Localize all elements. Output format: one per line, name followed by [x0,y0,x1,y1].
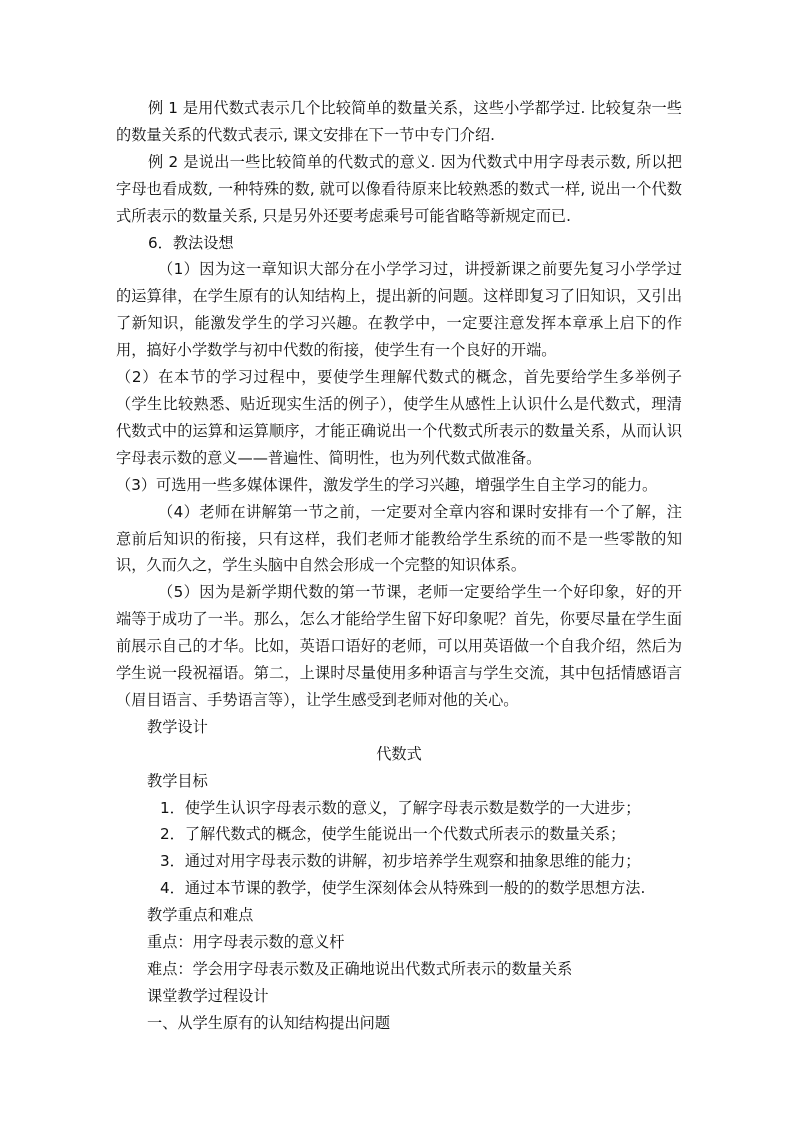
objective-item-2: 2．了解代数式的概念，使学生能说出一个代数式所表示的数量关系； [160,825,626,844]
heading-keypoints: 教学重点和难点 [147,906,254,925]
paragraph-example-1: 例 1 是用代数式表示几个比较简单的数量关系，这些小学都学过. 比较复杂一些的数量关系的代数式表示, 课文安排在下一节中专门介绍. [116,99,682,144]
paragraph-method-2: （2）在本节的学习过程中，要使学生理解代数式的概念，首先要给学生多举例子（学生比较熟悉、贴近现实生活的例子），使学生从感性上认识什么是代数式，理清代数式中的运算和运算顺序，才能正确说出一个代数式所表示的数量关系，从而认识字母表示数的意义——普遍性、简明性，也为列代数式做准备。 [116,368,682,467]
heading-objectives: 教学目标 [147,771,208,790]
keypoint-text: 重点：用字母表示数的意义杆 [147,933,345,952]
paragraph-method-4: （4）老师在讲解第一节之前，一定要对全章内容和课时安排有一个了解，注意前后知识的衔接，只有这样，我们老师才能教给学生系统的而不是一些零散的知识，久而久之，学生头脑中自然会形成一个完整的知识体系。 [116,502,682,575]
heading-teaching-method: 6．教法设想 [148,233,234,252]
objective-item-1: 1．使学生认识字母表示数的意义，了解字母表示数是数学的一大进步； [160,798,641,817]
paragraph-method-5: （5）因为是新学期代数的第一节课，老师一定要给学生一个好印象，好的开端等于成功了一半。那么，怎么才能给学生留下好印象呢？首先，你要尽量在学生面前展示自己的才华。比如，英语口语好的老师，可以用英语做一个自我介绍，然后为学生说一段祝福语。第二，上课时尽量使用多种语言与学生交流，其中包括情感语言（眉目语言、手势语言等），让学生感受到老师对他的关心。 [116,583,682,709]
section-heading-1: 一、从学生原有的认知结构提出问题 [147,1013,390,1032]
heading-process: 课堂教学过程设计 [147,986,269,1005]
difficulty-text: 难点：学会用字母表示数及正确地说出代数式所表示的数量关系 [147,960,573,978]
lesson-title: 代数式 [376,744,422,763]
document-page [116,95,682,1037]
objective-item-3: 3．通过对用字母表示数的讲解，初步培养学生观察和抽象思维的能力； [160,852,641,871]
heading-teaching-design: 教学设计 [147,717,208,736]
paragraph-example-2: 例 2 是说出一些比较简单的代数式的意义. 因为代数式中用字母表示数, 所以把字母也看成数, 一种特殊的数, 就可以像看待原来比较熟悉的数式一样, 说出一个代数式所表示的数量关系, 只是另外还要考虑乘号可能省略等新规定而已. [116,152,682,225]
paragraph-method-3: （3）可选用一些多媒体课件，激发学生的学习兴趣，增强学生自主学习的能力。 [116,475,658,494]
paragraph-method-1: （1）因为这一章知识大部分在小学学习过，讲授新课之前要先复习小学学过的运算律，在学生原有的认知结构上，提出新的问题。这样即复习了旧知识，又引出了新知识，能激发学生的学习兴趣。在教学中，一定要注意发挥本章承上启下的作用，搞好小学数学与初中代数的衔接，使学生有一个良好的开端。 [116,260,682,360]
objective-item-4: 4．通过本节课的教学，使学生深刻体会从特殊到一般的的数学思想方法. [160,879,646,898]
